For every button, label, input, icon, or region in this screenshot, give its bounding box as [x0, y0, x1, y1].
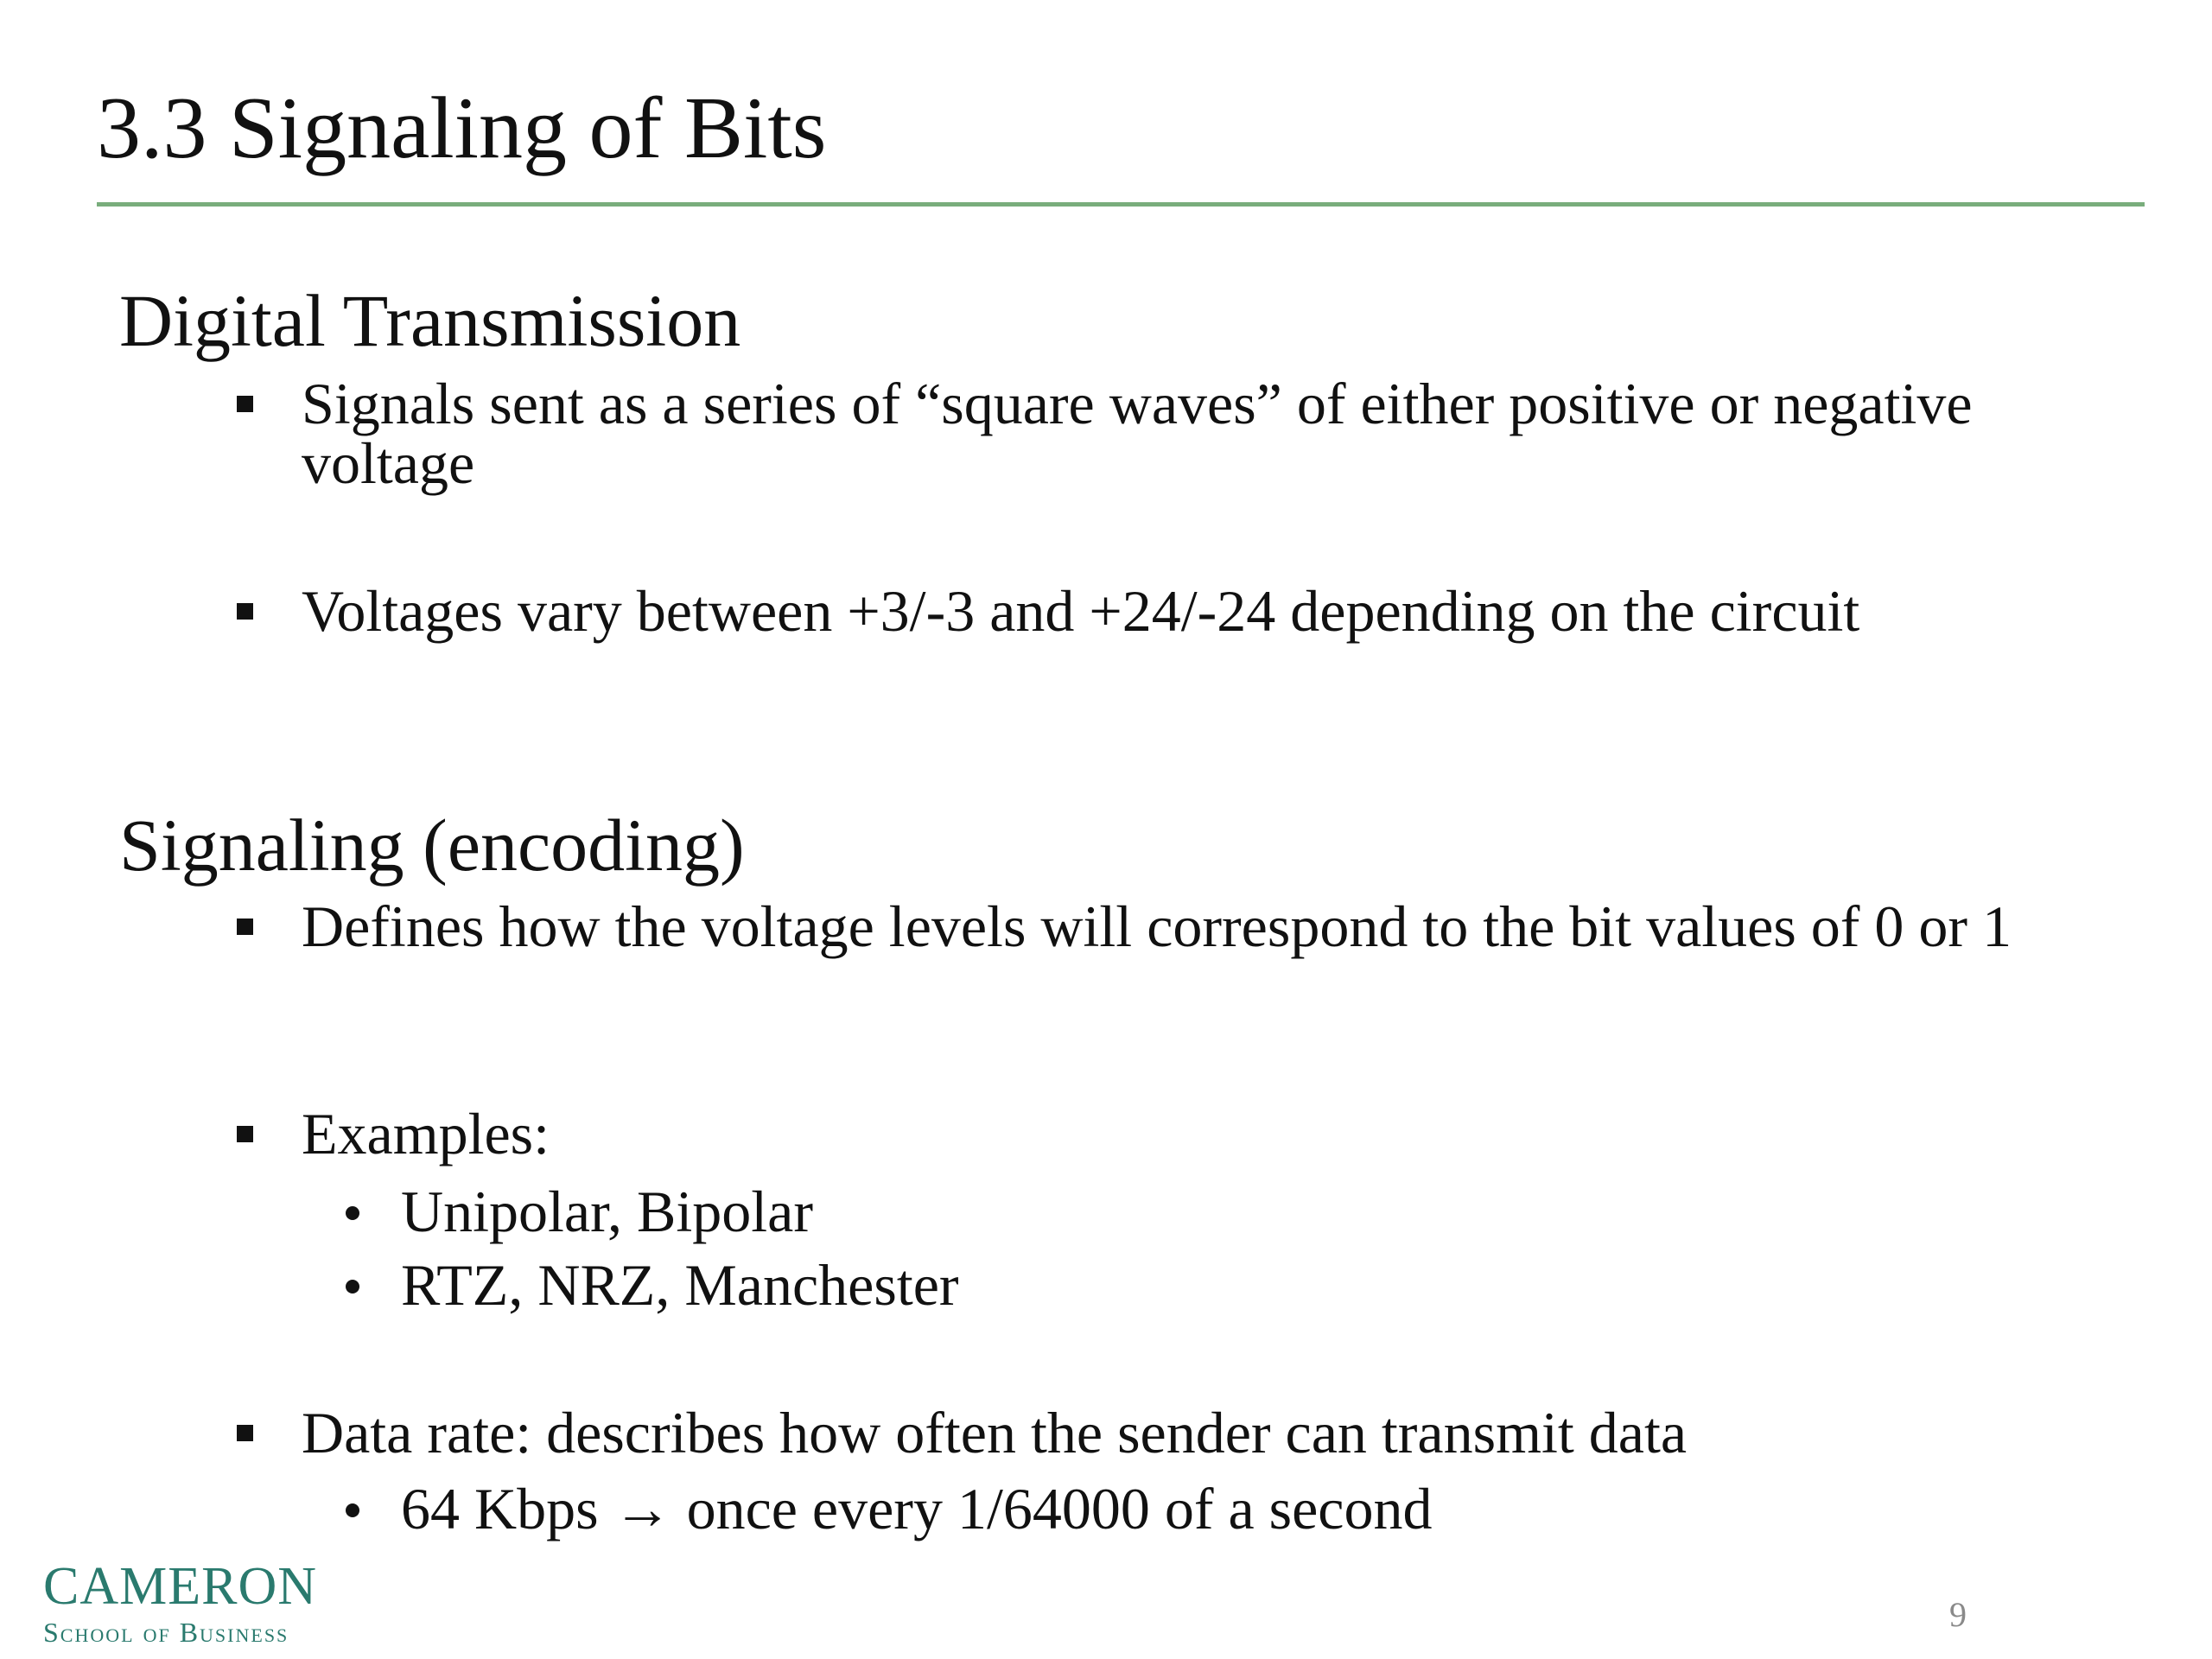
sub-bullet-item	[346, 1476, 1433, 1541]
bullet-item	[237, 578, 2151, 644]
round-bullet-icon	[346, 1280, 359, 1294]
bullet-text: Signals sent as a series of “square waves” of either positive or negative voltage	[302, 371, 1973, 496]
cameron-school-logo	[43, 1557, 318, 1648]
sub-bullet-item	[346, 1179, 813, 1244]
square-bullet-icon	[237, 396, 253, 412]
sub-bullet-item	[346, 1252, 959, 1318]
sub-bullet-text: RTZ, NRZ, Manchester	[401, 1252, 959, 1318]
square-bullet-icon	[237, 1126, 253, 1142]
bullet-text: Data rate: describes how often the sender can transmit data	[302, 1400, 1688, 1465]
square-bullet-icon	[237, 918, 253, 935]
bullet-text: Defines how the voltage levels will correspond to the bit values of 0 or 1	[302, 893, 2012, 959]
bullet-text: Examples:	[302, 1101, 550, 1166]
bullet-item	[237, 371, 2151, 496]
page-number: 9	[1949, 1595, 1967, 1634]
bullet-item	[237, 1400, 2151, 1465]
round-bullet-icon	[346, 1503, 359, 1517]
square-bullet-icon	[237, 603, 253, 620]
round-bullet-icon	[346, 1206, 359, 1220]
logo-name: CAMERON	[43, 1557, 318, 1616]
section-heading-digital-transmission: Digital Transmission	[119, 279, 741, 362]
bullet-item	[237, 893, 2151, 959]
logo-subtitle: School of Business	[43, 1617, 289, 1648]
slide-title: 3.3 Signaling of Bits	[97, 79, 827, 177]
square-bullet-icon	[237, 1425, 253, 1441]
bullet-text: Voltages vary between +3/-3 and +24/-24 depending on the circuit	[302, 578, 1860, 644]
sub-bullet-text: Unipolar, Bipolar	[401, 1179, 813, 1244]
section-heading-signaling: Signaling (encoding)	[119, 804, 745, 887]
sub-bullet-text: 64 Kbps → once every 1/64000 of a second	[401, 1476, 1433, 1541]
bullet-item	[237, 1101, 2151, 1166]
title-divider	[97, 202, 2145, 207]
